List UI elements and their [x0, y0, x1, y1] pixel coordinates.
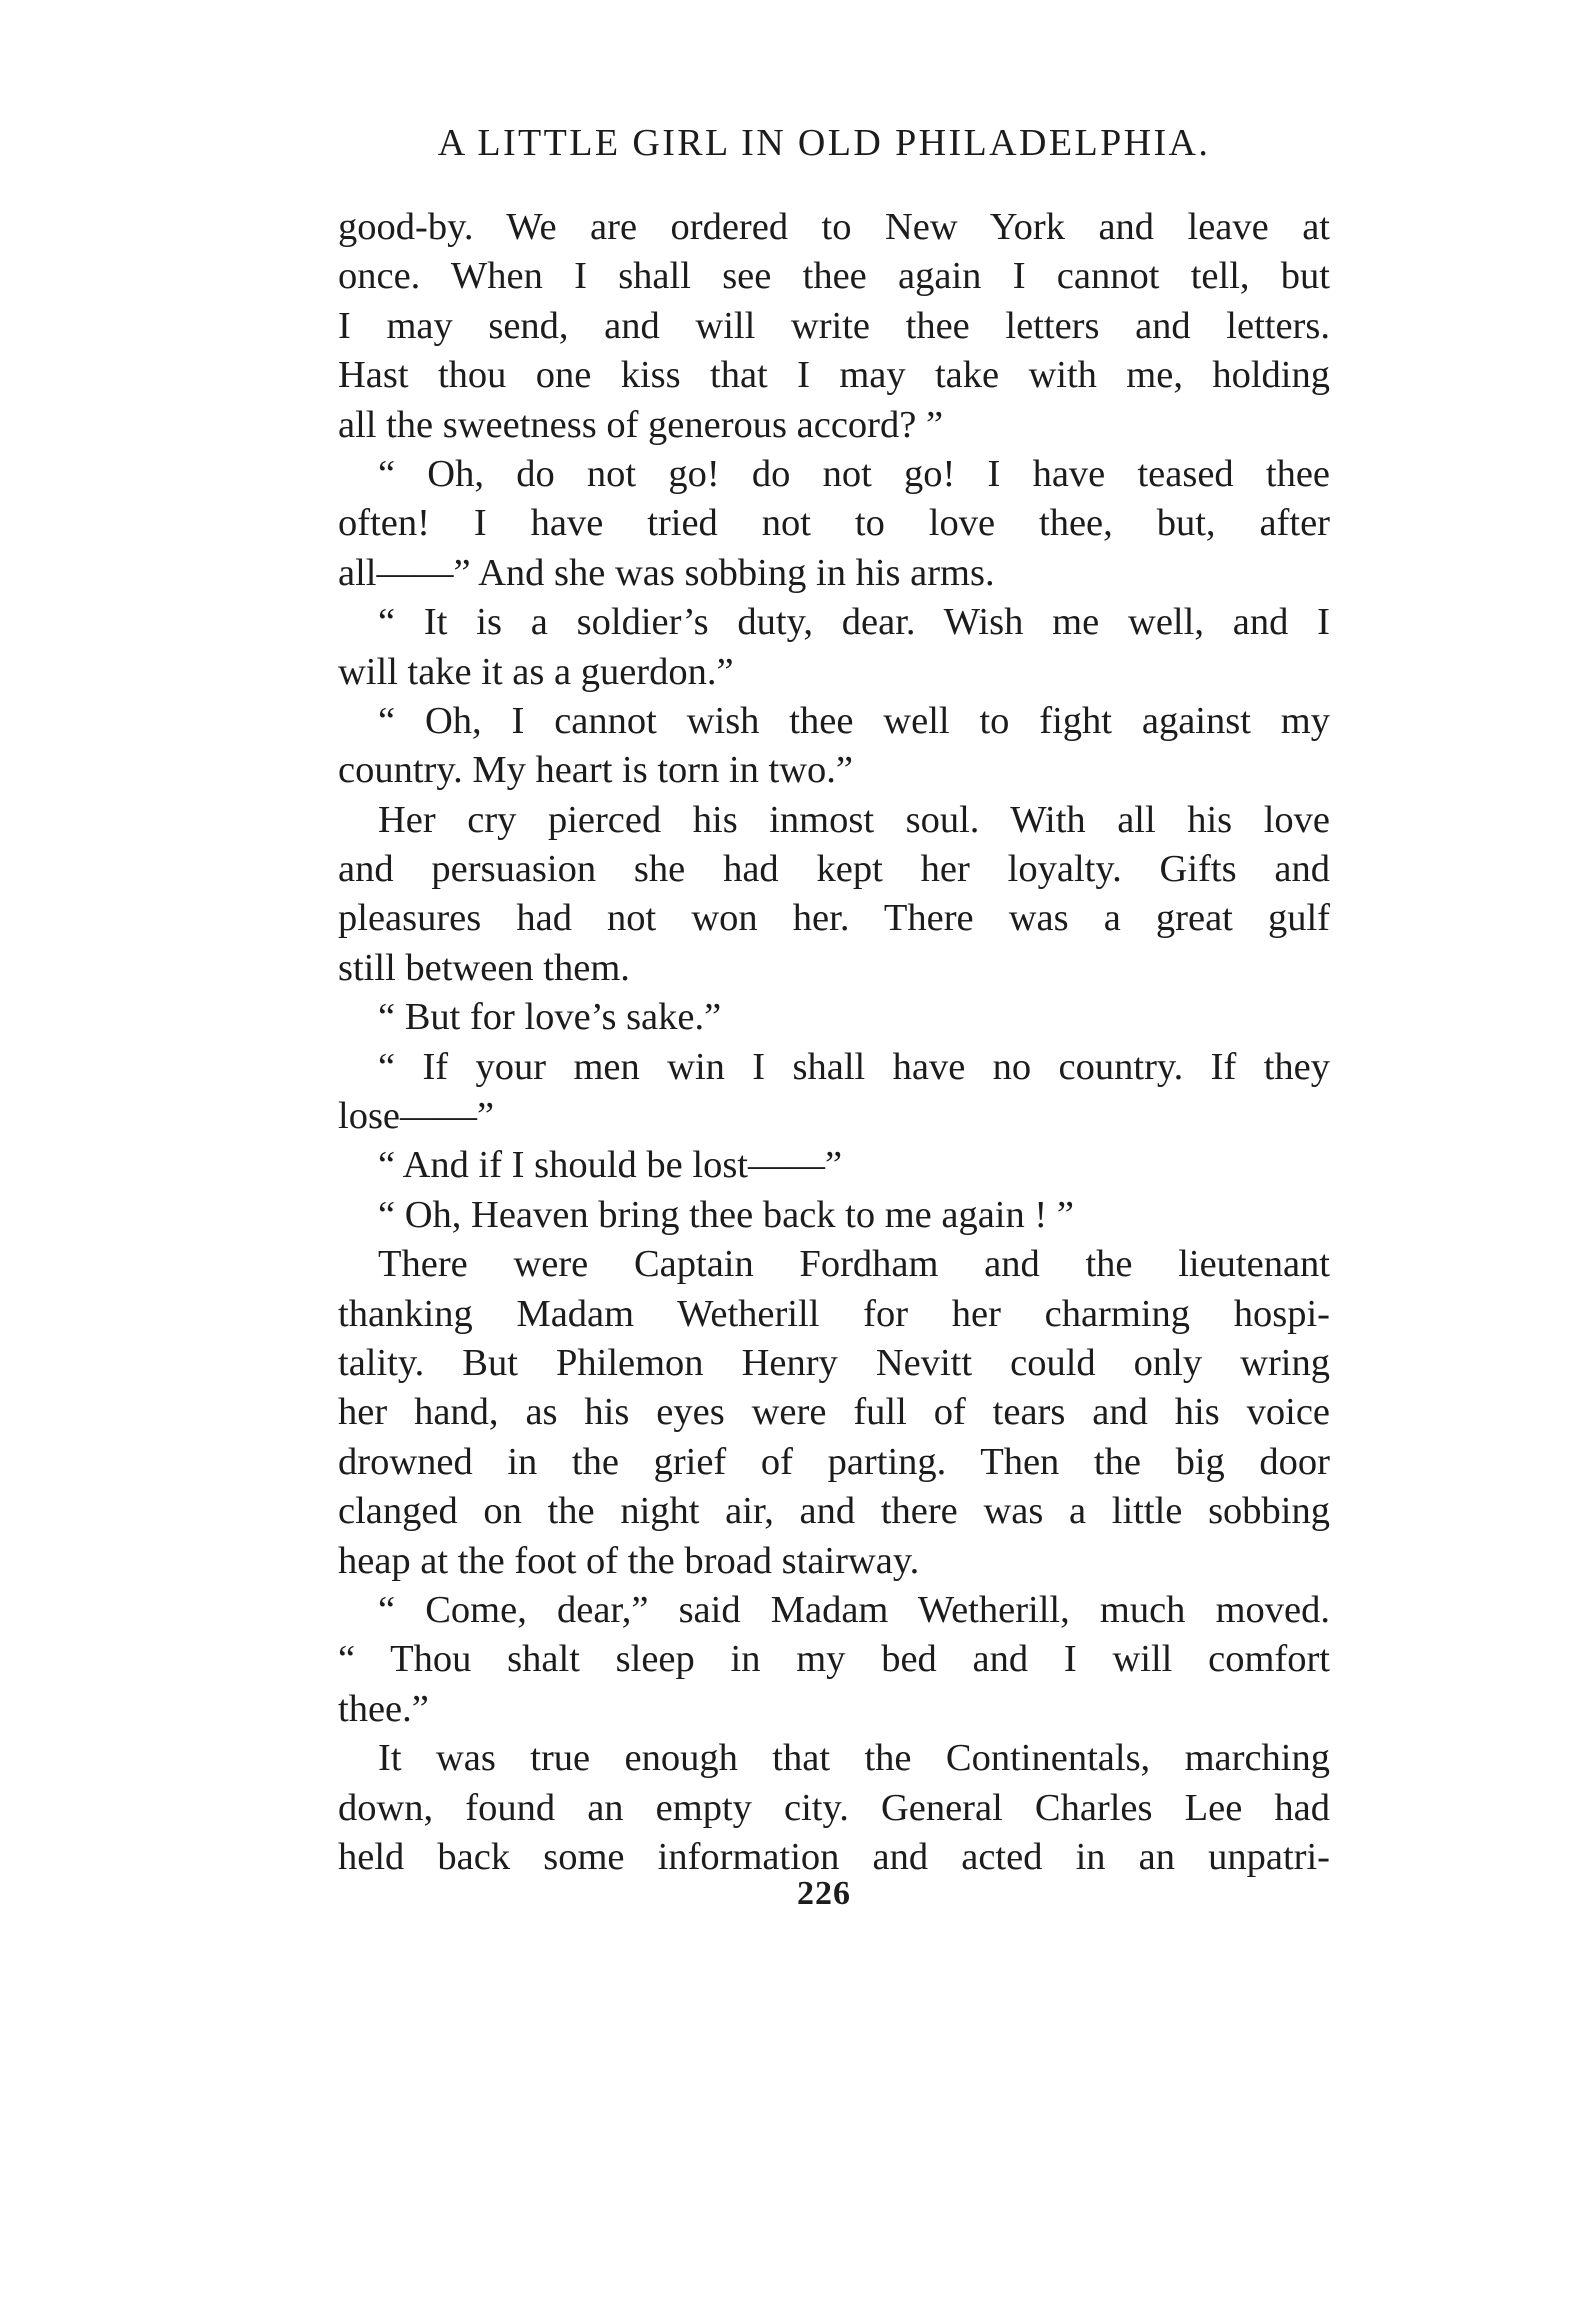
text-line: “ But for love’s sake.” — [378, 996, 722, 1039]
text-line: lose——” — [338, 1095, 495, 1138]
text-line: I may send, and will write thee letters and letters. — [338, 304, 1330, 347]
text-line: “ Thou shalt sleep in my bed and I will comfort — [338, 1638, 1330, 1681]
text-line: clanged on the night air, and there was a little sobbing — [338, 1490, 1330, 1533]
text-line: good-by. We are ordered to New York and leave at — [338, 206, 1330, 248]
text-line: all the sweetness of generous accord? ” — [338, 403, 944, 446]
running-head: A LITTLE GIRL IN OLD PHILADELPHIA. — [437, 122, 1211, 164]
text-line: and persuasion she had kept her loyalty. Gifts and — [338, 848, 1330, 891]
text-line: It was true enough that the Continentals, marching — [378, 1737, 1330, 1780]
text-line: Her cry pierced his inmost soul. With all his love — [378, 798, 1330, 841]
text-line: “ It is a soldier’s duty, dear. Wish me well, and I — [378, 601, 1330, 644]
text-line: thee.” — [338, 1687, 429, 1730]
text-line: pleasures had not won her. There was a great gulf — [338, 897, 1330, 940]
text-line: “ Oh, Heaven bring thee back to me again ! ” — [378, 1193, 1074, 1236]
text-line: country. My heart is torn in two.” — [338, 749, 854, 792]
text-line: “ And if I should be lost——” — [378, 1144, 843, 1187]
text-line: will take it as a guerdon.” — [338, 650, 734, 693]
text-line: down, found an empty city. General Charles Lee had — [338, 1786, 1330, 1829]
text-line: once. When I shall see thee again I cannot tell, but — [338, 255, 1330, 298]
text-line: “ Come, dear,” said Madam Wetherill, much moved. — [378, 1588, 1330, 1631]
text-line: thanking Madam Wetherill for her charming hospi- — [338, 1292, 1330, 1335]
text-line: tality. But Philemon Henry Nevitt could only wring — [338, 1341, 1330, 1384]
text-line: There were Captain Fordham and the lieutenant — [378, 1243, 1330, 1286]
text-line: Hast thou one kiss that I may take with me, holding — [338, 354, 1330, 397]
text-line: “ Oh, do not go! do not go! I have teased thee — [378, 452, 1330, 495]
text-line: all——” And she was sobbing in his arms. — [338, 551, 995, 594]
text-line: “ Oh, I cannot wish thee well to fight against my — [378, 699, 1330, 742]
text-line: drowned in the grief of parting. Then the big door — [338, 1440, 1330, 1483]
body-text — [338, 203, 1330, 1882]
page-number: 226 — [797, 1875, 851, 1912]
text-line: often! I have tried not to love thee, but, after — [338, 502, 1330, 545]
text-line: held back some information and acted in an unpatri- — [338, 1835, 1330, 1878]
text-line: still between them. — [338, 946, 630, 989]
text-line: her hand, as his eyes were full of tears and his voice — [338, 1391, 1330, 1434]
text-line: “ If your men win I shall have no country. If they — [378, 1045, 1330, 1088]
text-line: heap at the foot of the broad stairway. — [338, 1539, 920, 1582]
